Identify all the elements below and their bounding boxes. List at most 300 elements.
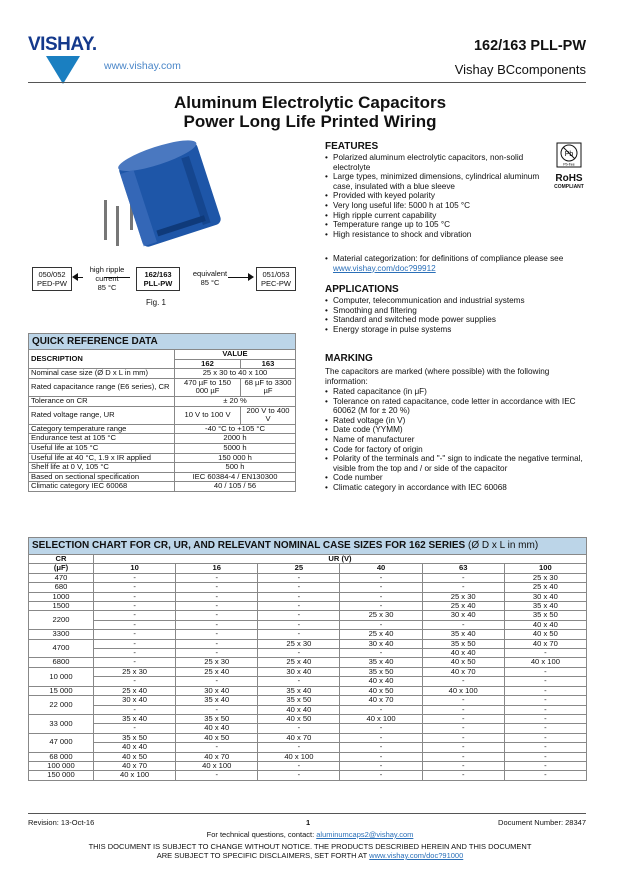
qrd-value-cell: 150 000 h xyxy=(175,453,296,463)
flow-text-right xyxy=(184,269,236,287)
qrd-value-header: VALUE xyxy=(175,350,296,360)
size-cell: - xyxy=(94,602,176,611)
size-cell: - xyxy=(258,583,340,592)
qrd-desc-cell: Nominal case size (Ø D x L in mm) xyxy=(29,369,175,379)
feature-item: • Polarized aluminum electrolytic capacitors, non-solid electrolyte xyxy=(325,153,543,172)
feature-item: • High resistance to shock and vibration xyxy=(325,230,543,240)
size-cell: 40 x 40 xyxy=(422,649,504,658)
size-cell: - xyxy=(258,592,340,601)
brand-name: Vishay BCcomponents xyxy=(454,62,586,77)
cr-cell: 2200 xyxy=(29,611,94,630)
qrd-row xyxy=(29,378,296,396)
size-cell: - xyxy=(504,733,586,742)
table-row xyxy=(29,573,587,582)
feature-item: • Very long useful life: 5000 h at 105 °C xyxy=(325,201,543,211)
flow-text-left-3: 85 °C xyxy=(97,283,117,292)
flow-box-pll-pw xyxy=(136,267,180,291)
capacitor-photo xyxy=(84,140,234,268)
size-cell: 35 x 40 xyxy=(422,630,504,639)
page-number: 1 xyxy=(306,818,311,827)
size-cell: - xyxy=(422,696,504,705)
size-cell: - xyxy=(176,743,258,752)
qrd-desc-cell: Rated capacitance range (E6 series), CR xyxy=(29,378,175,396)
size-cell: - xyxy=(504,667,586,676)
size-cell: 25 x 40 xyxy=(176,667,258,676)
title-line-1: Aluminum Electrolytic Capacitors xyxy=(173,93,447,112)
cr-cell: 10 000 xyxy=(29,667,94,686)
feature-item xyxy=(325,254,587,273)
qrd-value-cell: IEC 60384-4 / EN130300 xyxy=(175,472,296,482)
size-cell: - xyxy=(422,705,504,714)
contact-line xyxy=(0,830,620,839)
size-cell: 25 x 40 xyxy=(258,658,340,667)
size-cell: 25 x 30 xyxy=(176,658,258,667)
qrd-value-163: 68 µF to 3300 µF xyxy=(241,378,296,396)
cr-cell: 3300 xyxy=(29,630,94,639)
footer-divider xyxy=(28,813,586,814)
table-row xyxy=(29,639,587,648)
size-cell: - xyxy=(422,714,504,723)
size-cell: - xyxy=(176,771,258,780)
selection-title: SELECTION CHART FOR CR, UR, AND RELEVANT NOMINAL CASE SIZES FOR 162 SERIES xyxy=(32,540,466,551)
flow-box-ped-line1: 050/052 xyxy=(38,270,66,279)
feature-item-text: Material categorization: for definitions of compliance please see xyxy=(333,254,564,263)
size-cell: 30 x 40 xyxy=(422,611,504,620)
cr-cell: 6800 xyxy=(29,658,94,667)
size-cell: - xyxy=(176,611,258,620)
size-cell: - xyxy=(176,583,258,592)
size-cell: 40 x 70 xyxy=(258,733,340,742)
cr-cell: 150 000 xyxy=(29,771,94,780)
flow-text-left-2: current xyxy=(95,274,119,283)
qrd-col-163: 163 xyxy=(241,359,296,369)
size-cell: - xyxy=(340,724,422,733)
selection-title-suffix: (Ø D x L in mm) xyxy=(467,540,539,551)
size-cell: 35 x 40 xyxy=(504,602,586,611)
size-cell: - xyxy=(422,733,504,742)
size-cell: - xyxy=(94,592,176,601)
table-row xyxy=(29,592,587,601)
flow-box-pec-pw xyxy=(256,267,296,291)
feature-item: • Large types, minimized dimensions, cylindrical aluminum case, insulated with a blue sleeve xyxy=(325,172,543,191)
disclaimer-line-1: THIS DOCUMENT IS SUBJECT TO CHANGE WITHOUT NOTICE. THE PRODUCTS DESCRIBED HEREIN AND THIS DOCUMENT xyxy=(88,842,532,851)
qrd-desc-cell: Climatic category IEC 60068 xyxy=(29,482,175,492)
size-cell: - xyxy=(504,714,586,723)
qrd-desc-cell: Useful life at 40 °C, 1.9 x IR applied xyxy=(29,453,175,463)
website-link[interactable]: www.vishay.com xyxy=(104,60,181,72)
table-row xyxy=(29,743,587,752)
size-cell: - xyxy=(504,724,586,733)
size-cell: 40 x 50 xyxy=(422,658,504,667)
size-cell: - xyxy=(94,724,176,733)
size-cell: - xyxy=(504,696,586,705)
size-cell: - xyxy=(258,649,340,658)
qrd-value-cell: 500 h xyxy=(175,463,296,473)
qrd-description-header: DESCRIPTION xyxy=(29,350,175,369)
size-cell: - xyxy=(176,602,258,611)
cr-cell: 47 000 xyxy=(29,733,94,752)
size-cell: 30 x 40 xyxy=(176,686,258,695)
size-cell: - xyxy=(340,705,422,714)
size-cell: - xyxy=(340,620,422,629)
size-cell: 35 x 50 xyxy=(422,639,504,648)
flow-arrow-right xyxy=(228,277,248,278)
qrd-desc-cell: Category temperature range xyxy=(29,424,175,434)
size-cell: 40 x 50 xyxy=(258,714,340,723)
size-cell: 30 x 40 xyxy=(340,639,422,648)
pb-free-icon xyxy=(556,142,582,168)
logo-wordmark: VISHAY. xyxy=(28,34,97,55)
marking-item: • Polarity of the terminals and "-" sign to indicate the negative terminal, visible from the top and / or side of the capacitor xyxy=(325,454,587,473)
size-cell: - xyxy=(94,573,176,582)
marking-intro: The capacitors are marked (where possible) with the following information: xyxy=(325,367,550,386)
size-cell: 25 x 30 xyxy=(340,611,422,620)
qrd-value-cell: 25 x 30 to 40 x 100 xyxy=(175,369,296,379)
qrd-value-cell: -40 °C to +105 °C xyxy=(175,424,296,434)
marking-item: • Name of manufacturer xyxy=(325,435,587,445)
qrd-desc-cell: Based on sectional specification xyxy=(29,472,175,482)
size-cell: 40 x 70 xyxy=(422,667,504,676)
qrd-row xyxy=(29,463,296,473)
qrd-row xyxy=(29,369,296,379)
size-cell: - xyxy=(504,761,586,770)
flow-box-pec-line2: PEC-PW xyxy=(261,279,291,288)
size-cell: - xyxy=(504,686,586,695)
size-cell: 40 x 50 xyxy=(340,686,422,695)
cr-cell: 22 000 xyxy=(29,696,94,715)
table-row xyxy=(29,583,587,592)
size-cell: 40 x 70 xyxy=(340,696,422,705)
qrd-row xyxy=(29,434,296,444)
size-cell: - xyxy=(176,639,258,648)
flow-box-pll-line2: PLL-PW xyxy=(143,279,173,288)
feature-item: • Temperature range up to 105 °C xyxy=(325,220,543,230)
size-cell: 25 x 30 xyxy=(258,639,340,648)
size-cell: - xyxy=(422,620,504,629)
table-row xyxy=(29,602,587,611)
part-number: 162/163 PLL-PW xyxy=(473,38,586,54)
size-cell: 25 x 40 xyxy=(94,686,176,695)
flow-text-right-1: equivalent xyxy=(192,269,228,278)
marking-item: • Code for factory of origin xyxy=(325,445,587,455)
size-cell: 40 x 100 xyxy=(176,761,258,770)
features-heading: FEATURES xyxy=(325,141,379,152)
selection-chart-table xyxy=(28,537,587,781)
table-row xyxy=(29,677,587,686)
application-item: • Standard and switched mode power supplies xyxy=(325,315,587,325)
contact-text: For technical questions, contact: xyxy=(206,830,317,839)
cr-cell: 1000 xyxy=(29,592,94,601)
size-cell: - xyxy=(94,611,176,620)
cr-header: CR xyxy=(29,555,94,564)
size-cell: 40 x 100 xyxy=(258,752,340,761)
flow-box-ped-line2: PED-PW xyxy=(37,279,67,288)
qrd-body xyxy=(29,369,296,492)
qrd-value-cell: 5000 h xyxy=(175,443,296,453)
marking-item: • Climatic category in accordance with IEC 60068 xyxy=(325,483,587,493)
size-cell: 40 x 50 xyxy=(94,752,176,761)
pb-free-label: Pb-free xyxy=(563,162,575,167)
marking-item: • Tolerance on rated capacitance, code letter in accordance with IEC 60062 (M for ± 20 %) xyxy=(325,397,587,416)
disclaimer-text: ARE SUBJECT TO SPECIFIC DISCLAIMERS, SET FORTH AT xyxy=(156,851,370,860)
size-cell: - xyxy=(504,752,586,761)
size-cell: - xyxy=(422,743,504,752)
cr-cell: 470 xyxy=(29,573,94,582)
size-cell: 25 x 30 xyxy=(422,592,504,601)
size-cell: - xyxy=(176,592,258,601)
cr-cell: 100 000 xyxy=(29,761,94,770)
size-cell: 25 x 30 xyxy=(94,667,176,676)
ur-header: UR (V) xyxy=(94,555,587,564)
size-cell: - xyxy=(258,620,340,629)
size-cell: - xyxy=(94,620,176,629)
qrd-value-cell: 2000 h xyxy=(175,434,296,444)
size-cell: 40 x 50 xyxy=(504,630,586,639)
flow-box-pec-line1: 051/053 xyxy=(262,270,290,279)
cr-cell: 68 000 xyxy=(29,752,94,761)
size-cell: - xyxy=(258,771,340,780)
logo-triangle-icon xyxy=(46,56,80,84)
qrd-desc-cell: Useful life at 105 °C xyxy=(29,443,175,453)
features-list xyxy=(325,153,543,239)
size-cell: 35 x 40 xyxy=(258,686,340,695)
cr-unit-header: (μF) xyxy=(29,564,94,573)
table-row xyxy=(29,630,587,639)
size-cell: 35 x 50 xyxy=(94,733,176,742)
size-cell: - xyxy=(94,583,176,592)
size-cell: 40 x 40 xyxy=(340,677,422,686)
qrd-row xyxy=(29,443,296,453)
table-row xyxy=(29,771,587,780)
qrd-desc-cell: Shelf life at 0 V, 105 °C xyxy=(29,463,175,473)
selection-chart-title xyxy=(29,538,587,555)
qrd-value-cell: ± 20 % xyxy=(175,396,296,406)
cr-cell: 4700 xyxy=(29,639,94,658)
qrd-desc-cell: Rated voltage range, UR xyxy=(29,406,175,424)
qrd-row xyxy=(29,406,296,424)
rohs-title: RoHS xyxy=(555,173,583,184)
size-cell: - xyxy=(504,705,586,714)
size-cell: 35 x 50 xyxy=(258,696,340,705)
size-cell: - xyxy=(340,573,422,582)
size-cell: - xyxy=(340,743,422,752)
size-cell: 30 x 40 xyxy=(504,592,586,601)
size-cell: 30 x 40 xyxy=(258,667,340,676)
size-cell: - xyxy=(94,639,176,648)
size-cell: - xyxy=(340,602,422,611)
rohs-badge xyxy=(550,142,588,190)
title-line-2: Power Long Life Printed Wiring xyxy=(183,112,437,131)
qrd-value-cell: 40 / 105 / 56 xyxy=(175,482,296,492)
rohs-compliant: COMPLIANT xyxy=(554,184,584,190)
size-cell: 30 x 40 xyxy=(94,696,176,705)
page-title xyxy=(130,93,490,131)
size-cell: - xyxy=(504,649,586,658)
size-cell: - xyxy=(258,630,340,639)
applications-heading: APPLICATIONS xyxy=(325,284,399,295)
size-cell: - xyxy=(340,752,422,761)
selection-body xyxy=(29,573,587,780)
size-cell: 25 x 40 xyxy=(340,630,422,639)
disclaimer-link[interactable]: www.vishay.com/doc?91000 xyxy=(369,851,464,860)
application-item: • Smoothing and filtering xyxy=(325,306,587,316)
size-cell: 40 x 40 xyxy=(176,724,258,733)
size-cell: - xyxy=(94,649,176,658)
disclaimer xyxy=(70,842,550,860)
size-cell: 40 x 100 xyxy=(504,658,586,667)
feature-item: • Provided with keyed polarity xyxy=(325,191,543,201)
size-cell: - xyxy=(340,649,422,658)
size-cell: - xyxy=(340,771,422,780)
document-number: Document Number: 28347 xyxy=(498,818,586,827)
vishay-logo xyxy=(28,34,98,84)
size-cell: - xyxy=(176,620,258,629)
size-cell: 25 x 30 xyxy=(504,573,586,582)
size-cell: - xyxy=(258,602,340,611)
flow-text-right-2: 85 °C xyxy=(200,278,220,287)
application-item: • Energy storage in pulse systems xyxy=(325,325,587,335)
size-cell: - xyxy=(422,724,504,733)
flow-box-pll-line1: 162/163 xyxy=(144,270,172,279)
flow-box-ped-pw xyxy=(32,267,72,291)
size-cell: - xyxy=(504,677,586,686)
size-cell: 35 x 50 xyxy=(504,611,586,620)
voltage-header: 63 xyxy=(422,564,504,573)
size-cell: - xyxy=(422,573,504,582)
cr-cell: 680 xyxy=(29,583,94,592)
size-cell: - xyxy=(504,743,586,752)
table-row xyxy=(29,620,587,629)
size-cell: 35 x 50 xyxy=(176,714,258,723)
table-row xyxy=(29,761,587,770)
size-cell: - xyxy=(176,705,258,714)
size-cell: 40 x 70 xyxy=(176,752,258,761)
size-cell: 40 x 50 xyxy=(176,733,258,742)
quick-reference-table xyxy=(28,333,296,492)
size-cell: 40 x 40 xyxy=(258,705,340,714)
size-cell: - xyxy=(422,771,504,780)
size-cell: 35 x 40 xyxy=(340,658,422,667)
flow-text-left-1: high ripple xyxy=(89,265,125,274)
size-cell: 40 x 100 xyxy=(422,686,504,695)
marking-item: • Rated capacitance (in μF) xyxy=(325,387,587,397)
qrd-col-162: 162 xyxy=(175,359,241,369)
cr-cell: 1500 xyxy=(29,602,94,611)
size-cell: - xyxy=(94,630,176,639)
table-row xyxy=(29,705,587,714)
size-cell: - xyxy=(340,583,422,592)
size-cell: - xyxy=(94,658,176,667)
qrd-title: QUICK REFERENCE DATA xyxy=(29,334,296,350)
voltage-header: 10 xyxy=(94,564,176,573)
size-cell: - xyxy=(340,761,422,770)
qrd-desc-cell: Endurance test at 105 °C xyxy=(29,434,175,444)
size-cell: 40 x 40 xyxy=(504,620,586,629)
qrd-value-163: 200 V to 400 V xyxy=(241,406,296,424)
size-cell: - xyxy=(422,752,504,761)
qrd-row xyxy=(29,482,296,492)
cr-cell: 33 000 xyxy=(29,714,94,733)
marking-item: • Code number xyxy=(325,473,587,483)
size-cell: - xyxy=(258,611,340,620)
table-row xyxy=(29,752,587,761)
size-cell: 35 x 50 xyxy=(340,667,422,676)
voltage-header: 16 xyxy=(176,564,258,573)
qrd-desc-cell: Tolerance on CR xyxy=(29,396,175,406)
size-cell: - xyxy=(258,743,340,752)
size-cell: 35 x 40 xyxy=(176,696,258,705)
marking-item: • Rated voltage (in V) xyxy=(325,416,587,426)
arrow-right-icon xyxy=(248,273,254,281)
flow-text-left xyxy=(82,265,132,292)
size-cell: - xyxy=(258,677,340,686)
cr-cell: 15 000 xyxy=(29,686,94,695)
voltage-header: 25 xyxy=(258,564,340,573)
voltage-header: 40 xyxy=(340,564,422,573)
applications-list xyxy=(325,296,587,334)
qrd-value-162: 470 µF to 150 000 µF xyxy=(175,378,241,396)
size-cell: - xyxy=(176,630,258,639)
table-row xyxy=(29,658,587,667)
size-cell: - xyxy=(258,573,340,582)
features-list-cont xyxy=(325,254,587,273)
application-item: • Computer, telecommunication and industrial systems xyxy=(325,296,587,306)
table-row xyxy=(29,611,587,620)
size-cell: 25 x 40 xyxy=(422,602,504,611)
size-cell: 40 x 40 xyxy=(94,743,176,752)
marking-item: • Date code (YYMM) xyxy=(325,425,587,435)
table-row xyxy=(29,714,587,723)
voltage-header: 100 xyxy=(504,564,586,573)
contact-email-link[interactable]: aluminumcaps2@vishay.com xyxy=(316,830,414,839)
figure-caption: Fig. 1 xyxy=(146,298,167,307)
size-cell: - xyxy=(94,705,176,714)
size-cell: - xyxy=(340,733,422,742)
feature-item: • High ripple current capability xyxy=(325,211,543,221)
size-cell: - xyxy=(340,592,422,601)
size-cell: - xyxy=(94,677,176,686)
size-cell: - xyxy=(504,771,586,780)
table-row xyxy=(29,667,587,676)
header-divider xyxy=(28,82,586,83)
size-cell: 40 x 70 xyxy=(504,639,586,648)
marking-heading: MARKING xyxy=(325,353,373,364)
size-cell: - xyxy=(176,573,258,582)
size-cell: - xyxy=(258,761,340,770)
size-cell: - xyxy=(176,649,258,658)
qrd-value-162: 10 V to 100 V xyxy=(175,406,241,424)
size-cell: - xyxy=(422,677,504,686)
table-row xyxy=(29,724,587,733)
table-row xyxy=(29,696,587,705)
size-cell: 25 x 40 xyxy=(504,583,586,592)
table-row xyxy=(29,733,587,742)
size-cell: - xyxy=(176,677,258,686)
size-cell: 40 x 100 xyxy=(94,771,176,780)
size-cell: 40 x 100 xyxy=(340,714,422,723)
pb-label: Pb xyxy=(564,151,574,158)
size-cell: - xyxy=(422,583,504,592)
qrd-row xyxy=(29,396,296,406)
size-cell: - xyxy=(258,724,340,733)
revision: Revision: 13-Oct-16 xyxy=(28,818,95,827)
compliance-link[interactable]: www.vishay.com/doc?99912 xyxy=(333,263,436,273)
size-cell: - xyxy=(422,761,504,770)
disclaimer-line-2 xyxy=(70,851,550,860)
marking-list xyxy=(325,387,587,493)
size-cell: 35 x 40 xyxy=(94,714,176,723)
size-cell: 40 x 70 xyxy=(94,761,176,770)
